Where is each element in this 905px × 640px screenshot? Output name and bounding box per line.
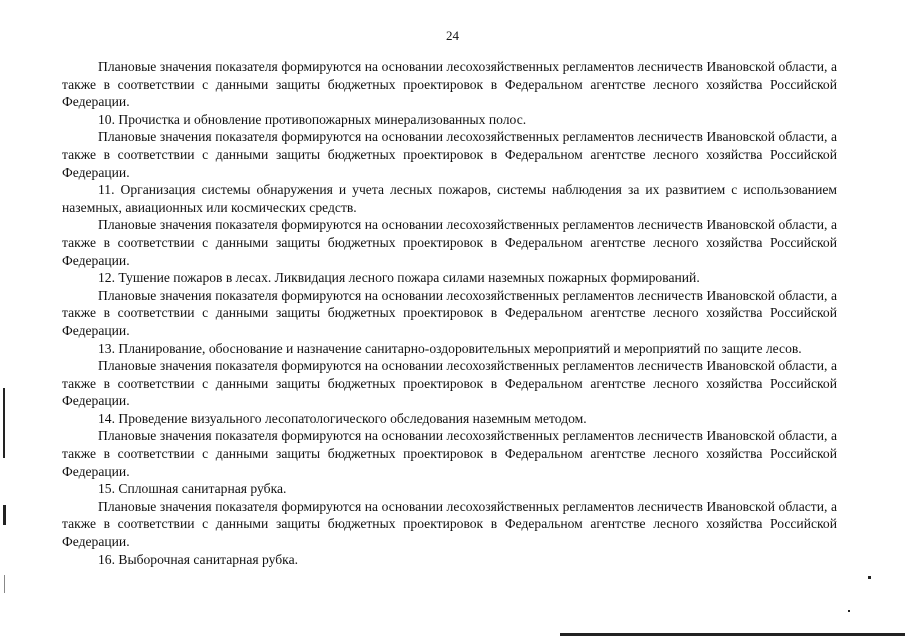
document-body bbox=[62, 58, 837, 568]
page-number: 24 bbox=[446, 28, 459, 43]
section-12-heading: 12. Тушение пожаров в лесах. Ликвидация лесного пожара силами наземных пожарных формирований. bbox=[98, 270, 700, 286]
section-11-heading: 11. Организация системы обнаружения и учета лесных пожаров, системы наблюдения за их развитием с использованием наземных, авиационных или космических средств. bbox=[62, 182, 837, 215]
section-10-heading: 10. Прочистка и обновление противопожарных минерализованных полос. bbox=[98, 111, 527, 127]
scan-artifact-left-2 bbox=[3, 505, 6, 525]
section-13-heading: 13. Планирование, обоснование и назначение санитарно-оздоровительных мероприятий и мероприятий по защите лесов. bbox=[98, 340, 802, 356]
section-14-heading: 14. Проведение визуального лесопатологического обследования наземным методом. bbox=[98, 410, 587, 426]
scan-artifact-dot-right bbox=[868, 576, 871, 579]
section-16-heading: 16. Выборочная санитарная рубка. bbox=[98, 551, 299, 567]
scan-artifact-bottom-line bbox=[560, 633, 905, 636]
paragraph-7: Плановые значения показателя формируются на основании лесохозяйственных регламентов лесничеств Ивановской области, а также в соответствии с данными защиты бюджетных проектировок в Федеральном агентстве лесного хозяйства Российской Федерации. bbox=[62, 498, 837, 550]
scan-artifact-left-3 bbox=[4, 575, 5, 593]
paragraph-3: Плановые значения показателя формируются на основании лесохозяйственных регламентов лесничеств Ивановской области, а также в соответствии с данными защиты бюджетных проектировок в Федеральном агентстве лесного хозяйства Российской Федерации. bbox=[62, 217, 837, 268]
paragraph-6: Плановые значения показателя формируются на основании лесохозяйственных регламентов лесничеств Ивановской области, а также в соответствии с данными защиты бюджетных проектировок в Федеральном агентстве лесного хозяйства Российской Федерации. bbox=[62, 428, 837, 479]
paragraph-1: Плановые значения показателя формируются на основании лесохозяйственных регламентов лесничеств Ивановской области, а также в соответствии с данными защиты бюджетных проектировок в Федеральном агентстве лесного хозяйства Российской Федерации. bbox=[62, 59, 837, 110]
paragraph-4: Плановые значения показателя формируются на основании лесохозяйственных регламентов лесничеств Ивановской области, а также в соответствии с данными защиты бюджетных проектировок в Федеральном агентстве лесного хозяйства Российской Федерации. bbox=[62, 287, 837, 338]
paragraph-5: Плановые значения показателя формируются на основании лесохозяйственных регламентов лесничеств Ивановской области, а также в соответствии с данными защиты бюджетных проектировок в Федеральном агентстве лесного хозяйства Российской Федерации. bbox=[62, 358, 837, 409]
section-15-heading: 15. Сплошная санитарная рубка. bbox=[98, 481, 287, 497]
paragraph-2: Плановые значения показателя формируются на основании лесохозяйственных регламентов лесничеств Ивановской области, а также в соответствии с данными защиты бюджетных проектировок в Федеральном агентстве лесного хозяйства Российской Федерации. bbox=[62, 129, 837, 180]
scan-artifact-dot-right-2 bbox=[848, 610, 850, 612]
scan-artifact-left-1 bbox=[3, 388, 5, 458]
